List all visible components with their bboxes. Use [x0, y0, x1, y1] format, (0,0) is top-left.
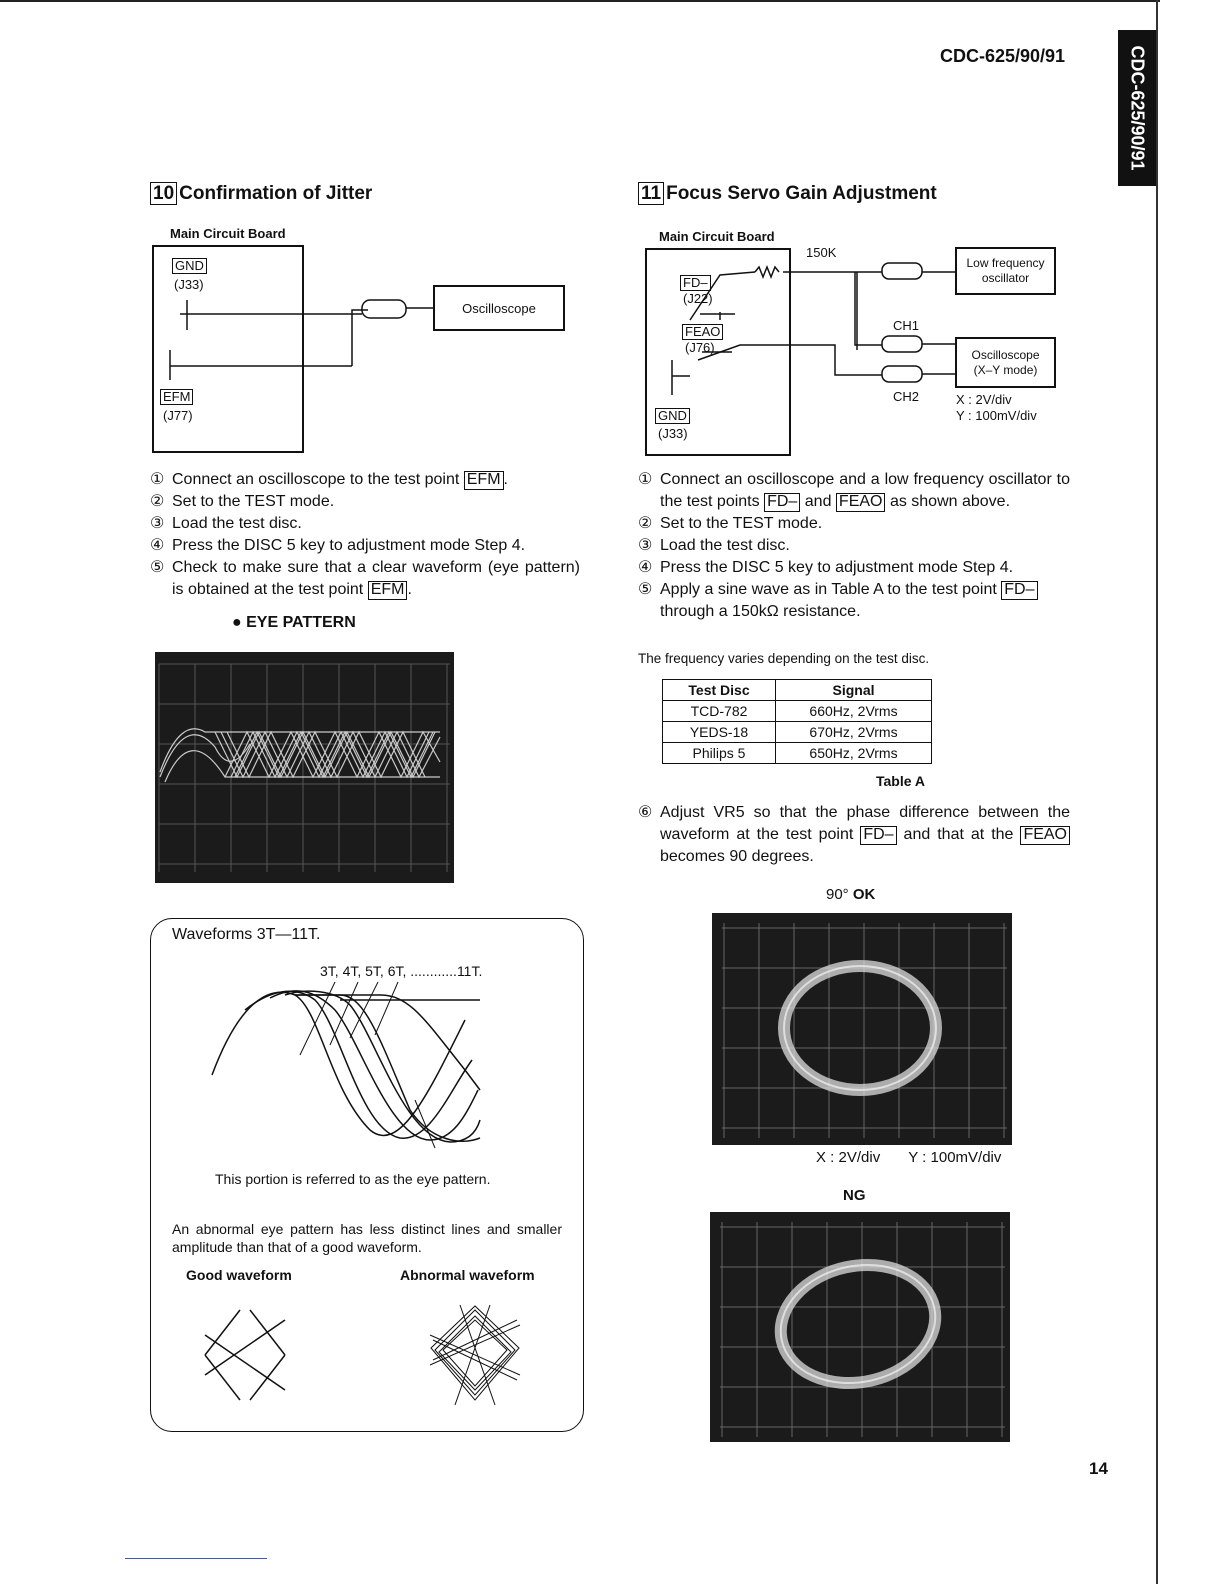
s11-step-6-tail: becomes 90 degrees. — [660, 848, 814, 865]
s11-step-3-num: ③ — [638, 537, 653, 554]
ng-scope-photo — [710, 1212, 1010, 1442]
waveforms-title: Waveforms 3T—11T. — [172, 926, 321, 943]
s10-step-4-num: ④ — [150, 537, 165, 554]
section11-number: 11 — [638, 182, 664, 205]
s10-step-2-text: Set to the TEST mode. — [172, 493, 335, 510]
s11-step-5-num: ⑤ — [638, 581, 653, 598]
s10-steps — [150, 469, 580, 601]
waveforms-note: An abnormal eye pattern has less distinct lines and smaller amplitude than that of a good waveform. — [172, 1221, 562, 1255]
s11-board-label: Main Circuit Board — [659, 229, 775, 244]
section11-title-text: Focus Servo Gain Adjustment — [666, 183, 937, 204]
signal-table-cell: 660Hz, 2Vrms — [776, 701, 932, 722]
s11-feao-ref: (J76) — [685, 340, 715, 355]
s11-step-3 — [638, 535, 1070, 557]
eye-pattern-graphic — [155, 652, 454, 883]
s11-step-1-tp-fd: FD– — [764, 493, 800, 512]
side-tab — [1118, 30, 1156, 186]
table-row — [663, 701, 932, 722]
waveforms-caption: This portion is referred to as the eye pattern. — [215, 1171, 491, 1187]
abnormal-waveform-label: Abnormal waveform — [400, 1267, 535, 1283]
s11-lfo-line1: Low frequency — [966, 256, 1045, 270]
table-row — [663, 722, 932, 743]
s10-efm-tp: EFM — [160, 389, 193, 405]
signal-table-cell: 650Hz, 2Vrms — [776, 743, 932, 764]
s11-step-2-text: Set to the TEST mode. — [660, 515, 823, 532]
s11-y-scale: Y : 100mV/div — [956, 408, 1037, 423]
section10-number: 10 — [150, 182, 177, 205]
s10-step-3-text: Load the test disc. — [172, 515, 302, 532]
s11-resistor-label: 150K — [806, 245, 837, 260]
s11-freq-note: The frequency varies depending on the test disc. — [638, 651, 930, 666]
good-waveform-label: Good waveform — [186, 1267, 292, 1283]
s11-steps — [638, 469, 1070, 623]
s11-osc-line2: (X–Y mode) — [973, 362, 1038, 377]
s11-fd-tp: FD– — [680, 275, 711, 291]
s11-ch1-label: CH1 — [893, 318, 920, 333]
s11-step-5-text: Apply a sine wave as in Table A to the test point — [660, 581, 997, 598]
s10-step-1-tp: EFM — [464, 471, 504, 490]
s11-step-5-tail: through a 150kΩ resistance. — [660, 603, 861, 620]
signal-table-header-signal: Signal — [776, 680, 932, 701]
s11-step-5-tp-fd: FD– — [1001, 581, 1037, 600]
s10-step-5 — [150, 557, 580, 601]
s11-step-1-and: and — [804, 493, 832, 510]
ok-label-text: OK — [852, 886, 876, 903]
s11-step-1-tp-feao: FEAO — [836, 493, 886, 512]
s10-step-5-tp: EFM — [368, 581, 408, 600]
signal-table-cell: YEDS-18 — [663, 722, 776, 743]
model-header: CDC-625/90/91 — [940, 46, 1066, 66]
s11-gnd-ref: (J33) — [658, 426, 688, 441]
table-row — [663, 743, 932, 764]
s11-step-2 — [638, 513, 1070, 535]
signal-table-header — [663, 680, 932, 701]
scale-caption-y: Y : 100mV/div — [908, 1149, 1002, 1166]
s11-step-6-num: ⑥ — [638, 804, 653, 821]
s11-step-1 — [638, 469, 1070, 513]
s11-step-5 — [638, 579, 1070, 623]
s10-step-3 — [150, 513, 580, 535]
s11-gnd-label — [655, 408, 690, 424]
right-rule — [1156, 0, 1158, 1584]
s11-osc-line1: Oscilloscope — [971, 347, 1040, 362]
s10-wiring — [150, 280, 450, 390]
s11-step-1-text: Connect an oscilloscope and a low frequency oscillator to the test points — [660, 471, 1070, 510]
good-waveform-graphic — [200, 1305, 295, 1405]
s11-step-6-row — [638, 802, 1070, 868]
s11-lfo-box — [955, 247, 1056, 295]
s11-lfo-line2: oscillator — [981, 271, 1030, 285]
s11-wiring — [660, 250, 960, 400]
s10-step-2 — [150, 491, 580, 513]
s11-step-4-text: Press the DISC 5 key to adjustment mode Step 4. — [660, 559, 1014, 576]
waveforms-series-label: 3T, 4T, 5T, 6T, ............11T. — [320, 963, 483, 979]
signal-table-cell: 670Hz, 2Vrms — [776, 722, 932, 743]
s10-step-2-num: ② — [150, 493, 165, 510]
waveforms-diagram — [200, 980, 490, 1150]
s10-step-5-num: ⑤ — [150, 559, 165, 576]
s10-efm-label — [160, 389, 193, 405]
s10-step-1-post: . — [503, 471, 508, 488]
s10-step-1-text: Connect an oscilloscope to the test point — [172, 471, 460, 488]
scope-scale-caption — [816, 1149, 1001, 1166]
section11-title — [638, 183, 937, 205]
s11-step-2-num: ② — [638, 515, 653, 532]
signal-table-cell: Philips 5 — [663, 743, 776, 764]
s11-ch2-label: CH2 — [893, 389, 920, 404]
scale-caption-x: X : 2V/div — [816, 1149, 881, 1166]
eye-pattern-heading: ● EYE PATTERN — [232, 614, 356, 631]
s10-board-label: Main Circuit Board — [170, 226, 286, 241]
ok-scope-photo — [712, 913, 1012, 1145]
s10-step-1-num: ① — [150, 471, 165, 488]
s11-step-4 — [638, 557, 1070, 579]
s10-step-4-text: Press the DISC 5 key to adjustment mode Step 4. — [172, 537, 526, 554]
s11-step-6-tp-feao: FEAO — [1020, 826, 1070, 845]
s10-step-5-text: Check to make sure that a clear waveform (eye pattern) is obtained at the test point — [172, 559, 580, 598]
s11-step-6-mid: and that at the — [903, 826, 1014, 843]
s11-step-6-tp-fd: FD– — [860, 826, 896, 845]
ok-label — [826, 886, 875, 903]
signal-table — [662, 679, 932, 764]
section10-title — [150, 183, 372, 205]
s11-step-6 — [638, 802, 1070, 868]
top-rule — [0, 0, 1160, 2]
signal-table-header-disc: Test Disc — [663, 680, 776, 701]
s10-step-3-num: ③ — [150, 515, 165, 532]
s10-gnd-ref: (J33) — [174, 277, 204, 292]
s11-step-1-tail: as shown above. — [889, 493, 1011, 510]
section10-title-text: Confirmation of Jitter — [179, 183, 373, 204]
s11-feao-tp: FEAO — [682, 324, 723, 340]
s10-efm-ref: (J77) — [163, 408, 193, 423]
s11-step-6-text: Adjust VR5 so that the phase difference between the waveform at the test point — [660, 804, 1070, 843]
s11-osc-box — [955, 337, 1056, 388]
ok-label-deg: 90° — [826, 886, 849, 903]
s11-x-scale: X : 2V/div — [956, 392, 1012, 407]
footer-rule — [125, 1558, 267, 1559]
s10-step-5-post: . — [407, 581, 412, 598]
s10-gnd-label — [172, 258, 207, 274]
side-tab-label: CDC-625/90/91 — [1127, 45, 1148, 171]
s11-fd-ref: (J22) — [683, 291, 713, 306]
s11-step-1-num: ① — [638, 471, 653, 488]
ok-lissajous — [712, 913, 1012, 1145]
s10-step-4 — [150, 535, 580, 557]
ng-lissajous — [710, 1212, 1010, 1442]
signal-table-cell: TCD-782 — [663, 701, 776, 722]
abnormal-waveform-graphic — [425, 1300, 525, 1410]
s10-oscilloscope-label: Oscilloscope — [462, 300, 536, 316]
ng-label: NG — [843, 1187, 866, 1204]
eye-pattern-photo — [155, 652, 454, 883]
page-number: 14 — [1089, 1459, 1108, 1478]
s10-oscilloscope-box — [433, 285, 565, 331]
s10-gnd-tp: GND — [172, 258, 207, 274]
s11-gnd-tp: GND — [655, 408, 690, 424]
s11-step-3-text: Load the test disc. — [660, 537, 790, 554]
s11-step-4-num: ④ — [638, 559, 653, 576]
table-caption: Table A — [876, 773, 926, 789]
s10-step-1 — [150, 469, 580, 491]
